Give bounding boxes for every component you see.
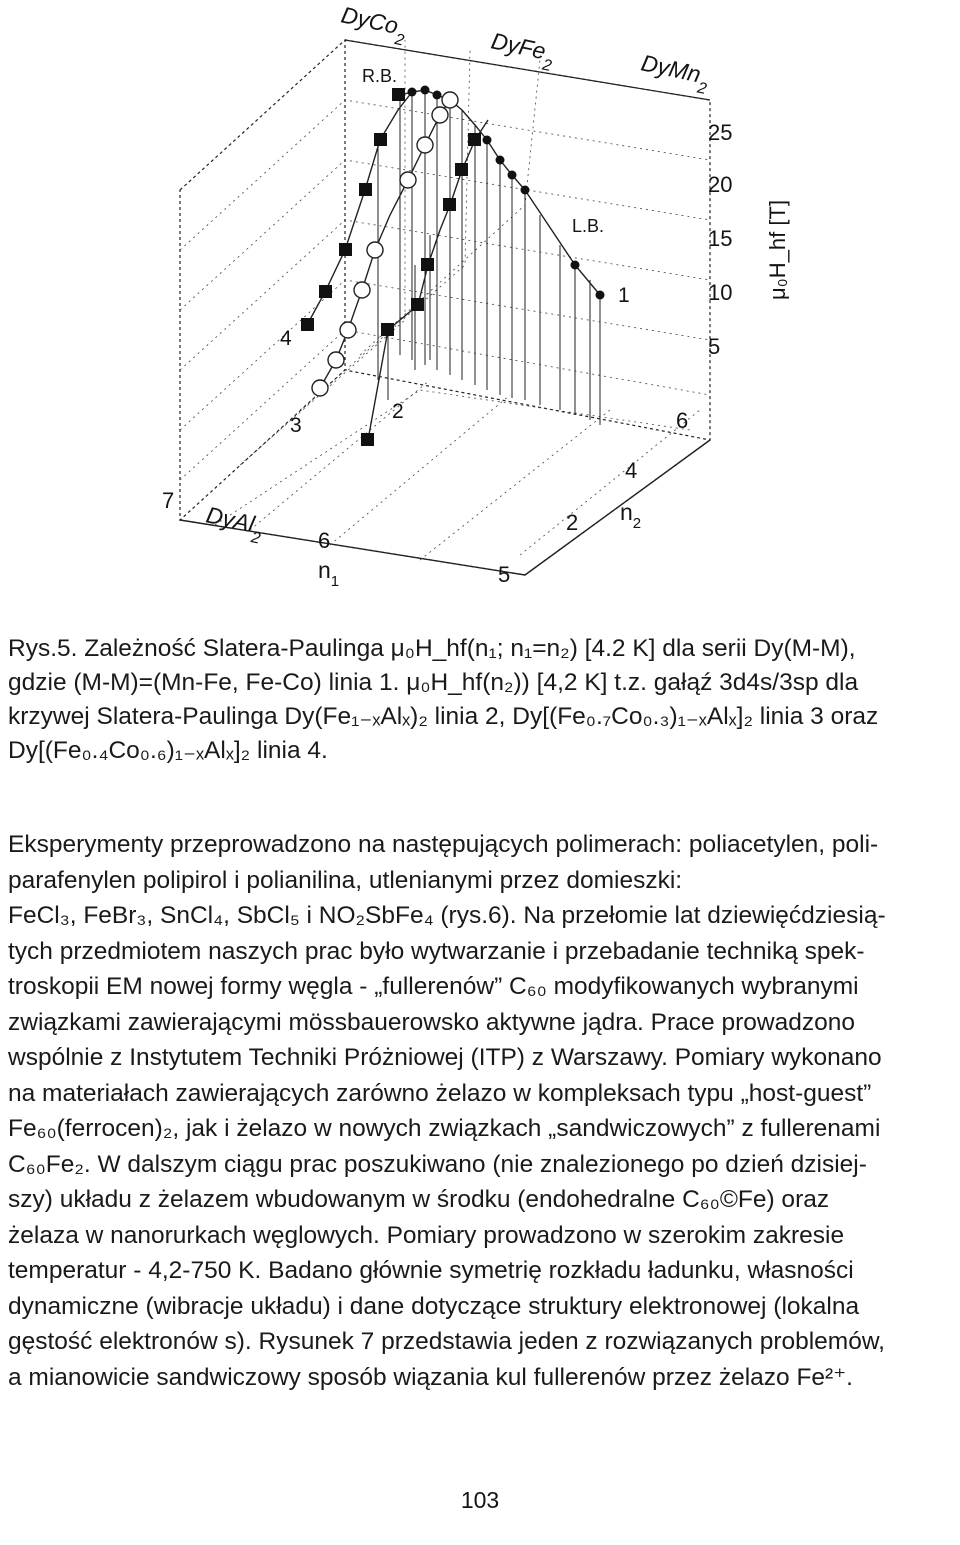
label-line-1: 1 (618, 284, 630, 307)
marker-dot (596, 291, 605, 300)
label-line-2: 2 (392, 400, 404, 423)
marker-square (468, 133, 481, 146)
frame-floor-right-edge (525, 440, 710, 575)
line-2 (368, 120, 488, 440)
page-number: 103 (460, 1487, 500, 1513)
marker-open (417, 137, 433, 153)
label-line-4: 4 (280, 327, 292, 350)
body-line: troskopii EM nowej formy węgla - „fullerenów” C₆₀ modyfikowanych wybranymi (8, 973, 859, 1000)
body-line: szy) układu z żelazem wbudowanym w środku (endohedralne C₆₀©Fe) oraz (8, 1186, 830, 1213)
label-dyfe2: DyFe$_2$ (488, 27, 554, 75)
body-line: żelaza w nanorurkach węglowych. Pomiary prowadzono w szerokim zakresie (8, 1221, 845, 1249)
n1-tick-6: 6 (318, 528, 331, 553)
marker-square (392, 88, 405, 101)
marker-dot (483, 136, 492, 145)
marker-square (381, 323, 394, 336)
marker-open (354, 282, 370, 298)
marker-open (328, 352, 344, 368)
slater-pauling-3d-plot (130, 0, 830, 610)
marker-open (340, 322, 356, 338)
z-tick-15: 15 (708, 226, 733, 251)
z-tick-20: 20 (708, 172, 733, 197)
z-tick-5: 5 (708, 334, 721, 359)
marker-square (361, 433, 374, 446)
filled-square-markers (301, 88, 481, 446)
caption-line: Dy[(Fe₀.₄Co₀.₆)₁₋ₓAlₓ]₂ linia 4. (8, 737, 328, 764)
marker-dot (421, 86, 430, 95)
marker-dot (408, 88, 417, 97)
data-lines (307, 90, 600, 440)
body-line: temperatur - 4,2-750 K. Badano głównie symetrię rozkładu ładunku, własności (8, 1257, 854, 1284)
body-line: gęstość elektronów s). Rysunek 7 przedstawia jeden z rozwiązanych problemów, (8, 1328, 885, 1355)
body-line: C₆₀Fe₂. W dalszym ciągu prac poszukiwano (nie znalezionego po dzień dzisiej- (8, 1150, 867, 1178)
label-dyal2: DyAl$_2$ (203, 501, 262, 548)
marker-dot (508, 171, 517, 180)
marker-open (400, 172, 416, 188)
caption-line: krzywej Slatera-Paulinga Dy(Fe₁₋ₓAlₓ)₂ linia 2, Dy[(Fe₀.₇Co₀.₃)₁₋ₓAlₓ]₂ linia 3 oraz (8, 703, 879, 730)
marker-open (432, 107, 448, 123)
body-line: Fe₆₀(ferrocen)₂, jak i żelazo w nowych związkach „sandwiczowych” z fullerenami (8, 1115, 881, 1142)
label-line-3: 3 (290, 414, 302, 437)
body-line: parafenylen polipirol i polianilina, utlenianymi przez domieszki: (8, 866, 683, 894)
n2-axis-label: $n_2$ (620, 499, 642, 532)
marker-dot (571, 261, 580, 270)
marker-square (443, 198, 456, 211)
body-line: a mianowicie sandwiczowy sposób wiązania kul fullerenów przez żelazo Fe²⁺. (8, 1363, 853, 1391)
body-line: na materiałach zawierających zarówno żelazo w kompleksach typu „host-guest” (8, 1079, 872, 1107)
body-line: związkami zawierającymi mössbauerowsko aktywne jądra. Prace prowadzono (8, 1008, 855, 1036)
label-rb: R.B. (362, 66, 398, 86)
body-line: Eksperymenty przeprowadzono na następujących polimerach: poliacetylen, poli- (8, 831, 879, 858)
n2-tick-6: 6 (676, 408, 689, 433)
label-dymn2: DyMn$_2$ (638, 49, 709, 99)
marker-square (339, 243, 352, 256)
marker-dot (433, 91, 442, 100)
marker-square (421, 258, 434, 271)
body-paragraph (8, 827, 952, 1395)
z-axis-label: μ₀H_hf [T] (765, 199, 790, 300)
marker-square (319, 285, 332, 298)
body-line: FeCl₃, FeBr₃, SnCl₄, SbCl₅ i NO₂SbFe₄ (rys.6). Na przełomie lat dziewięćdziesią- (8, 902, 886, 929)
marker-square (301, 318, 314, 331)
label-dyco2: DyCo$_2$ (338, 1, 406, 50)
label-lb: L.B. (572, 216, 605, 236)
caption-line: gdzie (M-M)=(Mn-Fe, Fe-Co) linia 1. μ₀H_hf(n₂)) [4,2 K] t.z. gałąź 3d4s/3sp dla (8, 669, 859, 696)
figure-caption (8, 632, 952, 768)
body-line: wspólnie z Instytutem Techniki Próżniowej (ITP) z Warszawy. Pomiary wykonano (8, 1044, 882, 1071)
marker-dot (521, 186, 530, 195)
n2-tick-2: 2 (566, 510, 579, 535)
marker-open (367, 242, 383, 258)
body-line: dynamiczne (wibracje układu) i dane dotyczące struktury elektronowej (lokalna (8, 1292, 860, 1320)
marker-square (411, 298, 424, 311)
n2-tick-4: 4 (625, 458, 638, 483)
marker-open (442, 92, 458, 108)
marker-dot (496, 156, 505, 165)
marker-square (374, 133, 387, 146)
n1-axis-label: $n_1$ (318, 557, 340, 590)
n1-tick-7: 7 (162, 488, 175, 513)
caption-line: Rys.5. Zależność Slatera-Paulinga μ₀H_hf(n₁; n₁=n₂) [4.2 K] dla serii Dy(M-M), (8, 635, 856, 662)
marker-square (455, 163, 468, 176)
frame-back-left-wall (180, 40, 345, 520)
z-tick-10: 10 (708, 280, 733, 305)
marker-open (312, 380, 328, 396)
z-tick-25: 25 (708, 120, 733, 145)
body-line: tych przedmiotem naszych prac było wytwarzanie i przebadanie techniką spek- (8, 937, 865, 965)
n1-tick-5: 5 (498, 562, 511, 587)
marker-square (359, 183, 372, 196)
